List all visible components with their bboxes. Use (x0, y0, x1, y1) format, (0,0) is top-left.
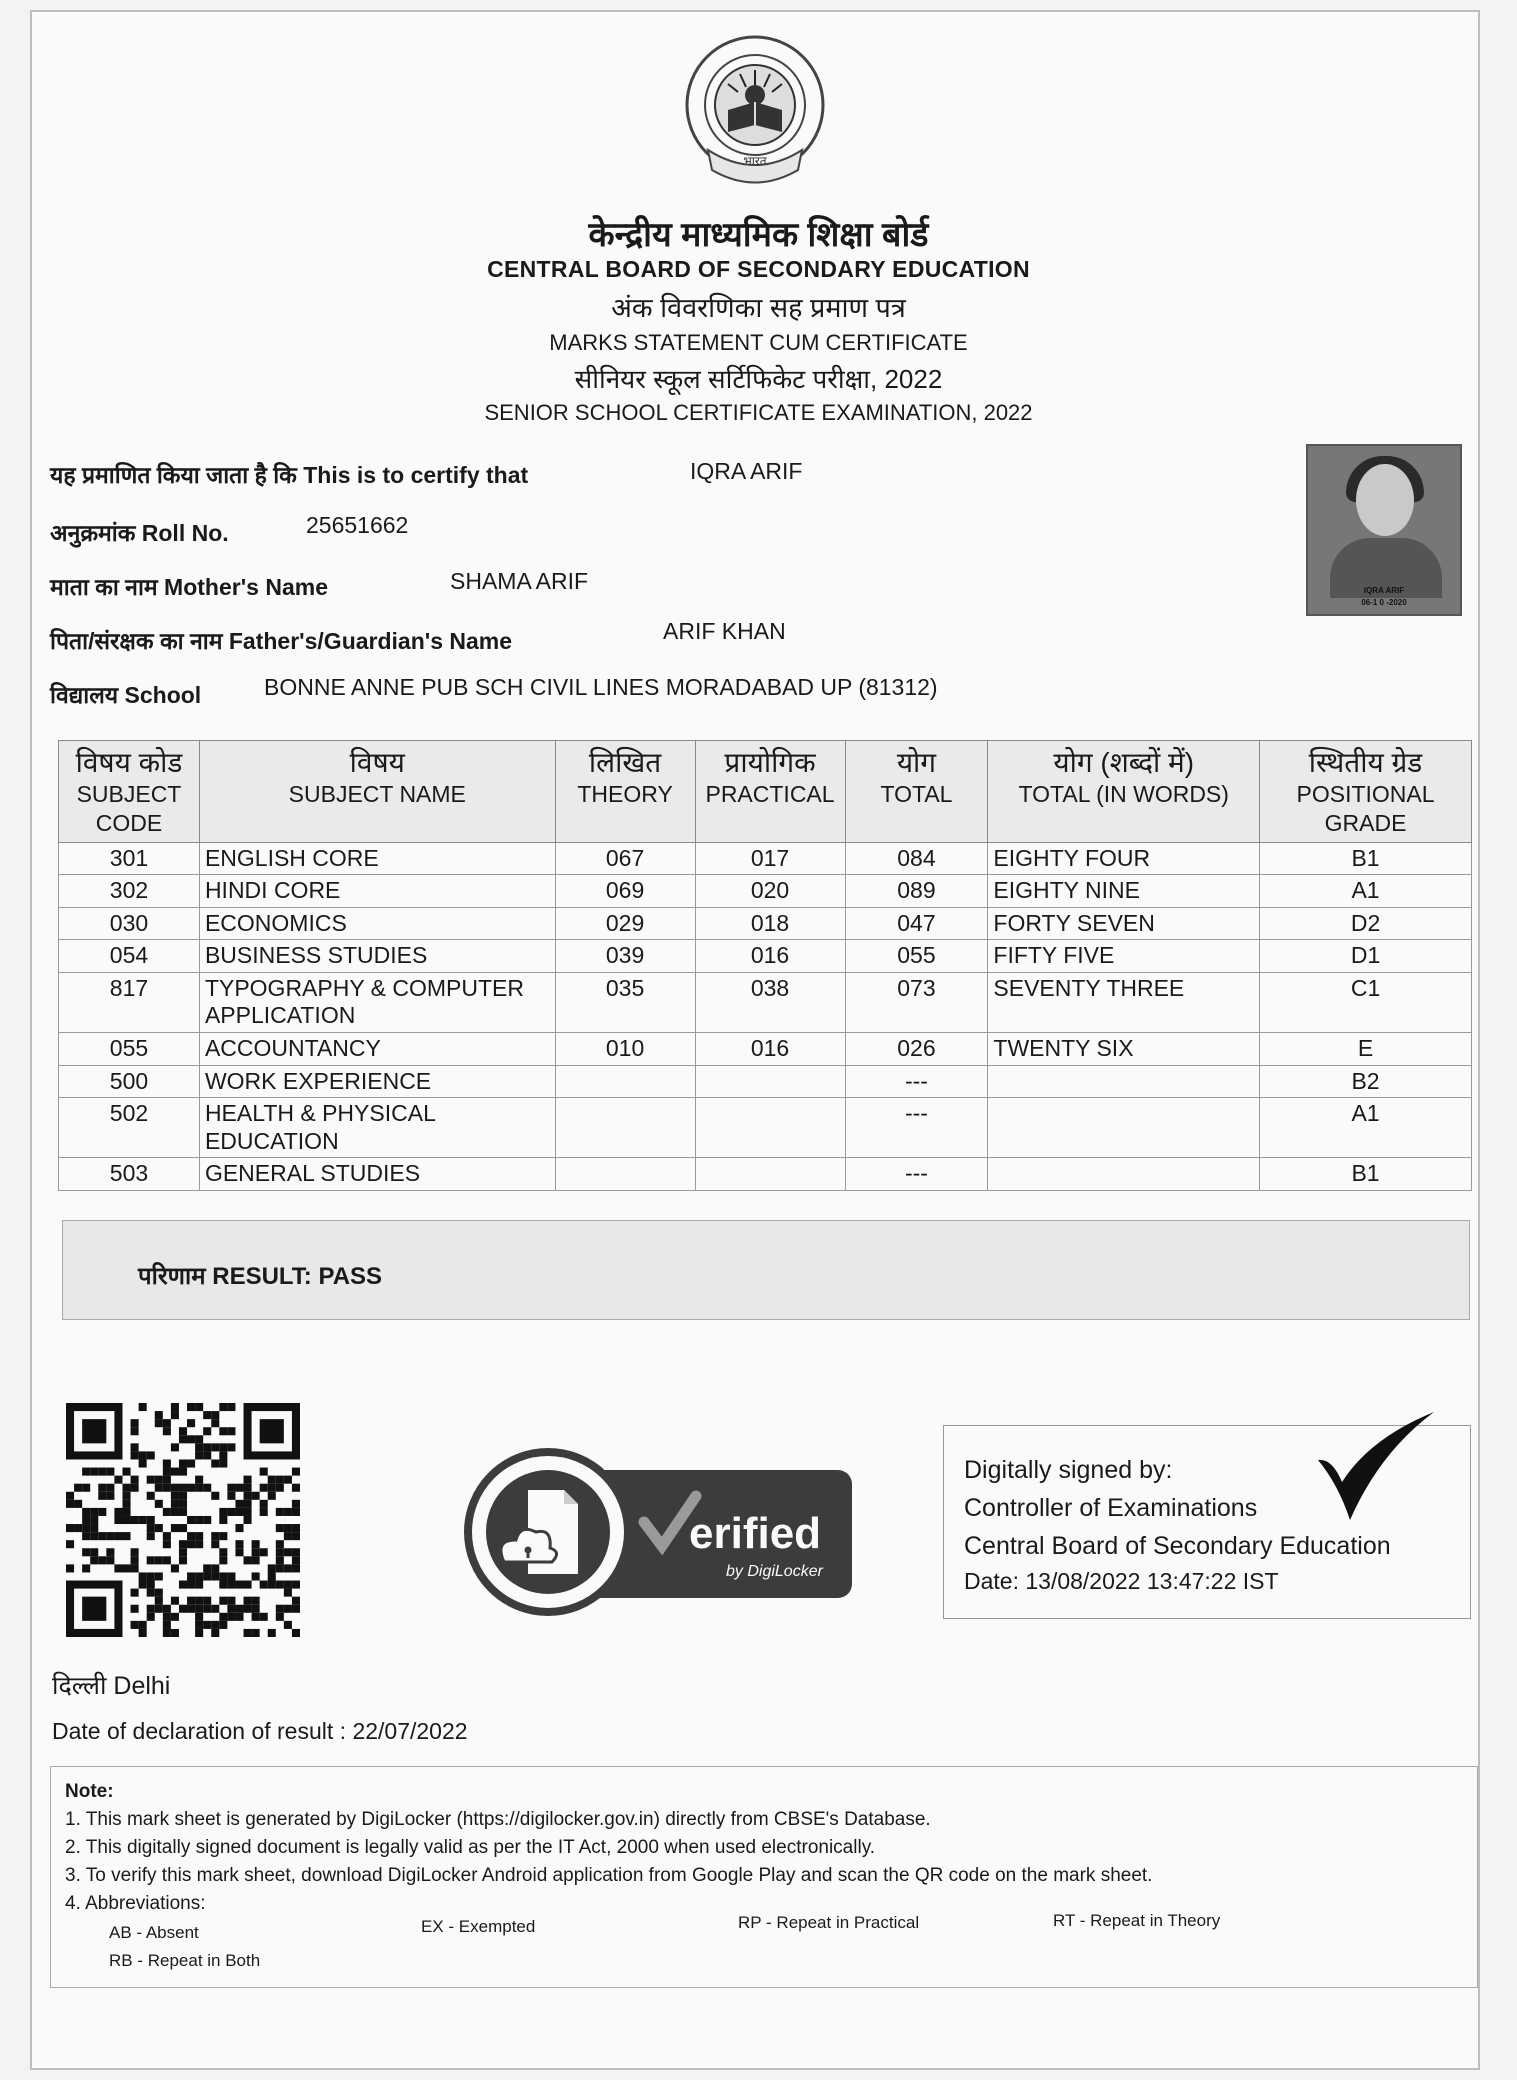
subject-name: GENERAL STUDIES (199, 1158, 555, 1191)
subject-name: WORK EXPERIENCE (199, 1065, 555, 1098)
note-item: 4. Abbreviations: (65, 1893, 206, 1914)
notes-box (50, 1766, 1478, 1988)
roll-label: अनुक्रमांक Roll No. (50, 520, 229, 546)
certify-label: यह प्रमाणित किया जाता है कि This is to certify that (50, 462, 529, 488)
school-row (50, 674, 938, 710)
table-row (59, 940, 1472, 973)
theory-marks: 029 (555, 907, 695, 940)
practical-marks: 016 (695, 1033, 845, 1066)
practical-marks: 020 (695, 875, 845, 908)
header-subject-code: विषय कोड SUBJECT CODE (59, 741, 200, 843)
theory-marks (555, 1065, 695, 1098)
practical-marks: 016 (695, 940, 845, 973)
mother-row (50, 568, 589, 602)
positional-grade: C1 (1260, 972, 1472, 1032)
subject-code: 503 (59, 1158, 200, 1191)
signature-line-3: Central Board of Secondary Education (964, 1532, 1391, 1560)
declaration-date: Date of declaration of result : 22/07/2022 (52, 1718, 468, 1744)
practical-marks: 017 (695, 842, 845, 875)
student-name: IQRA ARIF (690, 458, 803, 484)
total-in-words: SEVENTY THREE (988, 972, 1260, 1032)
total-in-words: FORTY SEVEN (988, 907, 1260, 940)
practical-marks (695, 1158, 845, 1191)
subject-name: TYPOGRAPHY & COMPUTER APPLICATION (199, 972, 555, 1032)
mother-name: SHAMA ARIF (450, 568, 589, 594)
signature-valid-check-icon (1310, 1408, 1440, 1528)
total-marks: --- (845, 1098, 988, 1158)
positional-grade: B1 (1260, 1158, 1472, 1191)
photo-caption-date: 06-1 0 -2020 (1361, 598, 1407, 607)
theory-marks: 069 (555, 875, 695, 908)
theory-marks: 010 (555, 1033, 695, 1066)
student-photo (1306, 444, 1462, 616)
exam-title-hindi: सीनियर स्कूल सर्टिफिकेट परीक्षा, 2022 (574, 364, 943, 394)
svg-text:भारत: भारत (743, 154, 767, 168)
positional-grade: A1 (1260, 1098, 1472, 1158)
board-title: CENTRAL BOARD OF SECONDARY EDUCATION (487, 256, 1030, 282)
digilocker-verified-badge (464, 1448, 858, 1616)
subject-code: 030 (59, 907, 200, 940)
practical-marks: 018 (695, 907, 845, 940)
total-marks: 055 (845, 940, 988, 973)
subject-code: 054 (59, 940, 200, 973)
note-item: 2. This digitally signed document is legally valid as per the IT Act, 2000 when used electronically. (65, 1837, 876, 1858)
subject-name: BUSINESS STUDIES (199, 940, 555, 973)
signature-line-2: Controller of Examinations (964, 1494, 1258, 1522)
qr-code[interactable] (66, 1402, 300, 1638)
table-row (59, 1098, 1472, 1158)
svg-text:by DigiLocker: by DigiLocker (726, 1563, 823, 1580)
svg-text:erified: erified (689, 1509, 822, 1558)
table-row (59, 1065, 1472, 1098)
practical-marks (695, 1065, 845, 1098)
result-row (62, 1220, 1470, 1320)
total-in-words: EIGHTY NINE (988, 875, 1260, 908)
certify-row (50, 458, 803, 490)
positional-grade: D1 (1260, 940, 1472, 973)
positional-grade: A1 (1260, 875, 1472, 908)
father-name: ARIF KHAN (663, 618, 786, 644)
school-label: विद्यालय School (50, 682, 202, 708)
table-row (59, 1033, 1472, 1066)
exam-title: SENIOR SCHOOL CERTIFICATE EXAMINATION, 2022 (484, 400, 1033, 425)
positional-grade: B1 (1260, 842, 1472, 875)
signature-date: Date: 13/08/2022 13:47:22 IST (964, 1568, 1279, 1594)
practical-marks (695, 1098, 845, 1158)
total-in-words (988, 1065, 1260, 1098)
total-in-words: TWENTY SIX (988, 1033, 1260, 1066)
subject-name: HINDI CORE (199, 875, 555, 908)
subject-code: 817 (59, 972, 200, 1032)
abbreviation: RB - Repeat in Both (109, 1951, 261, 1970)
subject-code: 055 (59, 1033, 200, 1066)
positional-grade: E (1260, 1033, 1472, 1066)
table-row (59, 842, 1472, 875)
subject-code: 502 (59, 1098, 200, 1158)
subject-name: ENGLISH CORE (199, 842, 555, 875)
board-title-hindi: केन्द्रीय माध्यमिक शिक्षा बोर्ड (588, 216, 929, 254)
header-grade: स्थितीय ग्रेड POSITIONAL GRADE (1260, 741, 1472, 843)
school-name: BONNE ANNE PUB SCH CIVIL LINES MORADABAD UP (81312) (264, 674, 938, 700)
total-marks: 089 (845, 875, 988, 908)
table-header-row (59, 741, 1472, 843)
certificate-title-hindi: अंक विवरणिका सह प्रमाण पत्र (611, 293, 906, 323)
theory-marks: 067 (555, 842, 695, 875)
total-in-words: EIGHTY FOUR (988, 842, 1260, 875)
abbreviation: RP - Repeat in Practical (738, 1913, 920, 1932)
theory-marks: 039 (555, 940, 695, 973)
subject-name: ACCOUNTANCY (199, 1033, 555, 1066)
header-total-words: योग (शब्दों में) TOTAL (IN WORDS) (988, 741, 1260, 843)
roll-number: 25651662 (306, 512, 409, 538)
subject-code: 500 (59, 1065, 200, 1098)
total-in-words (988, 1158, 1260, 1191)
subject-name: HEALTH & PHYSICAL EDUCATION (199, 1098, 555, 1158)
total-marks: --- (845, 1158, 988, 1191)
father-label: पिता/संरक्षक का नाम Father's/Guardian's Name (50, 628, 513, 654)
subject-code: 301 (59, 842, 200, 875)
abbreviation: EX - Exempted (421, 1917, 536, 1936)
table-row (59, 875, 1472, 908)
table-row (59, 1158, 1472, 1191)
theory-marks: 035 (555, 972, 695, 1032)
total-marks: 073 (845, 972, 988, 1032)
place: दिल्ली Delhi (52, 1672, 171, 1700)
marks-table (58, 740, 1472, 1191)
table-row (59, 972, 1472, 1032)
note-item: 1. This mark sheet is generated by DigiLocker (https://digilocker.gov.in) directly from CBSE's Database. (65, 1809, 931, 1830)
abbreviation: RT - Repeat in Theory (1053, 1911, 1221, 1930)
header-total: योग TOTAL (845, 741, 988, 843)
total-marks: --- (845, 1065, 988, 1098)
theory-marks (555, 1158, 695, 1191)
total-in-words: FIFTY FIVE (988, 940, 1260, 973)
total-in-words (988, 1098, 1260, 1158)
result-text: परिणाम RESULT: PASS (138, 1263, 383, 1290)
positional-grade: D2 (1260, 907, 1472, 940)
theory-marks (555, 1098, 695, 1158)
total-marks: 084 (845, 842, 988, 875)
header-practical: प्रायोगिक PRACTICAL (695, 741, 845, 843)
abbreviation: AB - Absent (109, 1923, 199, 1942)
subject-name: ECONOMICS (199, 907, 555, 940)
header-subject-name: विषय SUBJECT NAME (199, 741, 555, 843)
practical-marks: 038 (695, 972, 845, 1032)
total-marks: 026 (845, 1033, 988, 1066)
note-item: 3. To verify this mark sheet, download DigiLocker Android application from Google Play and scan the QR code on the mark sheet. (65, 1865, 1153, 1886)
certificate-title: MARKS STATEMENT CUM CERTIFICATE (549, 330, 968, 355)
father-row (50, 618, 786, 656)
table-row (59, 907, 1472, 940)
signature-line-1: Digitally signed by: (964, 1456, 1173, 1484)
total-marks: 047 (845, 907, 988, 940)
mother-label: माता का नाम Mother's Name (50, 574, 328, 600)
positional-grade: B2 (1260, 1065, 1472, 1098)
cbse-emblem-icon (680, 30, 830, 200)
subject-code: 302 (59, 875, 200, 908)
notes-title: Note: (65, 1781, 114, 1802)
header-theory: लिखित THEORY (555, 741, 695, 843)
photo-caption-name: IQRA ARIF (1363, 586, 1405, 595)
roll-row (50, 512, 409, 548)
